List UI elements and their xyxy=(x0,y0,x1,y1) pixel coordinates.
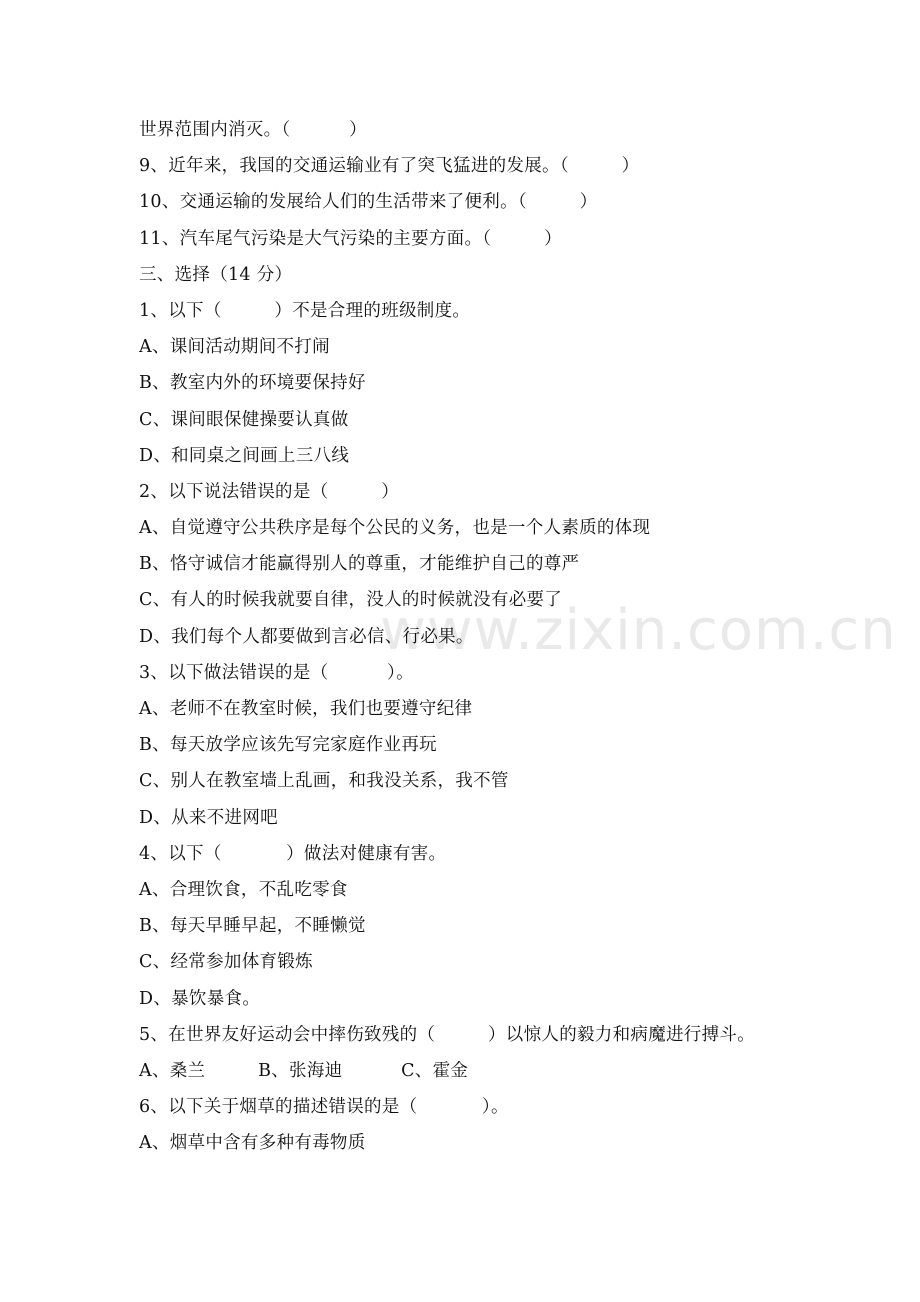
question-4: 4、以下（ ）做法对健康有害。 xyxy=(139,843,447,864)
option-line: B、每天早睡早起，不睡懒觉 xyxy=(139,916,366,937)
option-line: C、有人的时候我就要自律，没人的时候就没有必要了 xyxy=(139,590,563,611)
option-line: A、自觉遵守公共秩序是每个公民的义务，也是一个人素质的体现 xyxy=(139,518,651,539)
option-line: D、暴饮暴食。 xyxy=(139,988,261,1009)
question-9: 9、近年来，我国的交通运输业有了突飞猛进的发展。（ ） xyxy=(139,156,640,177)
question-11: 11、汽车尾气污染是大气污染的主要方面。（ ） xyxy=(139,228,562,249)
option-line: B、教室内外的环境要保持好 xyxy=(139,373,366,394)
option-line: C、课间眼保健操要认真做 xyxy=(139,409,349,430)
option-line: B、每天放学应该先写完家庭作业再玩 xyxy=(139,735,437,756)
option-line: A、老师不在教室时候，我们也要遵守纪律 xyxy=(139,699,473,719)
watermark: www.zixin.com.cn xyxy=(380,598,897,663)
option-line: A、合理饮食，不乱吃零食 xyxy=(139,879,348,900)
option-line: C、经常参加体育锻炼 xyxy=(139,952,313,973)
document-body xyxy=(139,112,839,1161)
text-line: 世界范围内消灭。（ ） xyxy=(139,120,367,140)
option-line: C、别人在教室墙上乱画，和我没关系，我不管 xyxy=(139,771,509,792)
option-line: D、和同桌之间画上三八线 xyxy=(139,445,350,466)
question-2: 2、以下说法错误的是（ ） xyxy=(139,481,399,502)
option-line: A、课间活动期间不打闹 xyxy=(139,337,330,358)
question-6: 6、以下关于烟草的描述错误的是（ ）。 xyxy=(139,1097,509,1118)
question-1: 1、以下（ ）不是合理的班级制度。 xyxy=(139,300,471,321)
option-line: A、桑兰 B、张海迪 C、霍金 xyxy=(139,1060,469,1081)
option-line: A、烟草中含有多种有毒物质 xyxy=(139,1133,366,1154)
question-3: 3、以下做法错误的是（ ）。 xyxy=(139,662,414,683)
question-5: 5、在世界友好运动会中摔伤致残的（ ）以惊人的毅力和病魔进行搏斗。 xyxy=(139,1024,755,1045)
option-line: B、恪守诚信才能赢得别人的尊重，才能维护自己的尊严 xyxy=(139,554,580,575)
question-10: 10、交通运输的发展给人们的生活带来了便利。（ ） xyxy=(139,192,598,213)
section-heading: 三、选择（14 分） xyxy=(139,264,293,285)
option-line: D、我们每个人都要做到言必信、行必果。 xyxy=(139,626,474,647)
option-line: D、从来不进网吧 xyxy=(139,807,278,828)
